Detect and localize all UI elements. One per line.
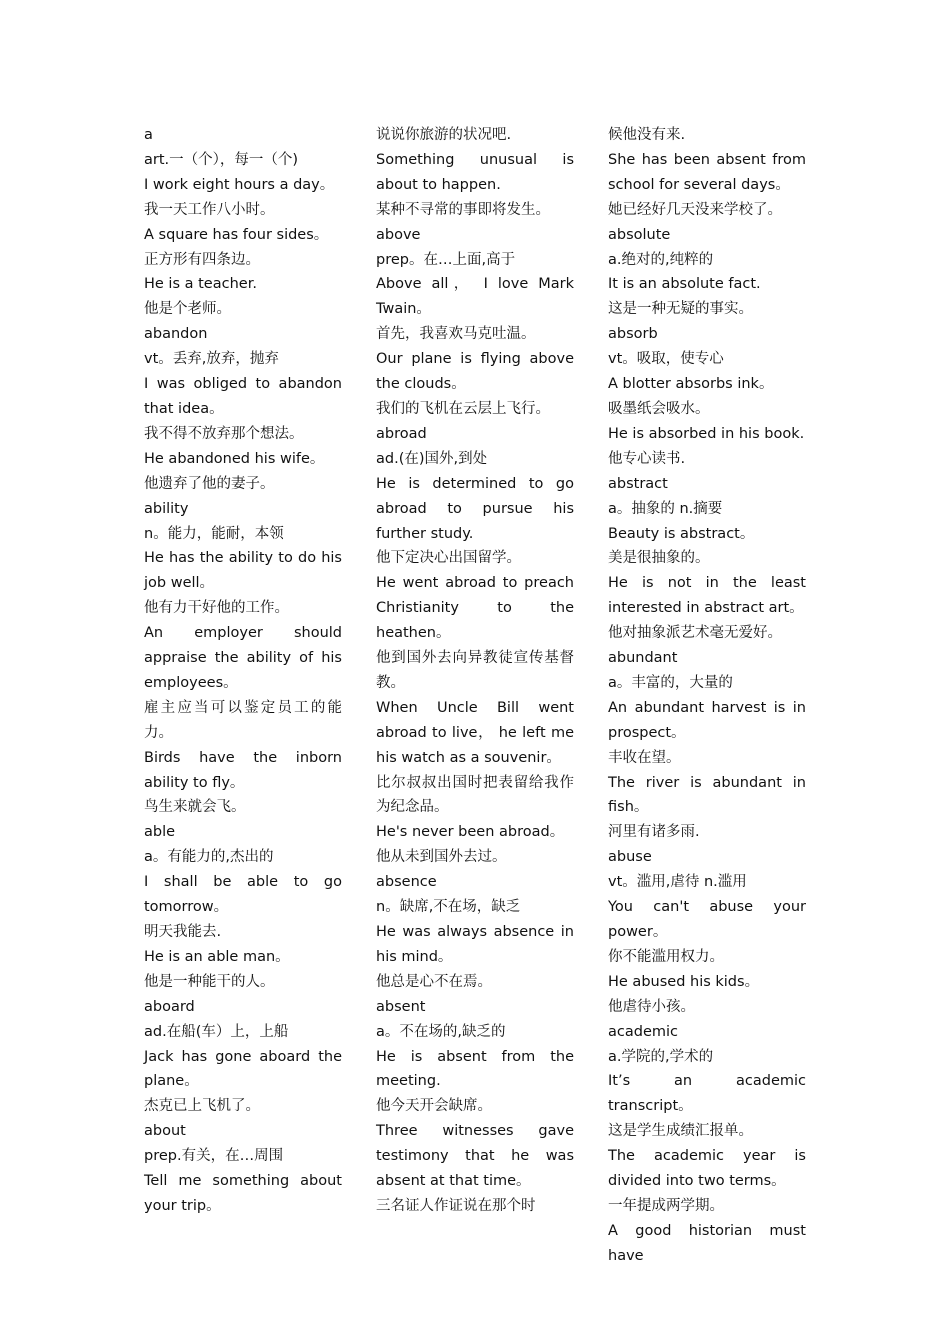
entry-line: a。不在场的,缺乏的 bbox=[376, 1023, 506, 1040]
entry-line: I was obliged to abandon that idea。 bbox=[144, 376, 342, 417]
entry-line: 杰克已上飞机了。 bbox=[144, 1098, 260, 1115]
entry-line: able bbox=[144, 824, 176, 841]
entry-line: prep。在…上面,高于 bbox=[376, 251, 516, 268]
entry-line: 首先，我喜欢马克吐温。 bbox=[376, 326, 536, 343]
entry-line: 他今天开会缺席。 bbox=[376, 1098, 492, 1115]
entry-line: An employer should appraise the ability of his employees。 bbox=[144, 625, 342, 691]
entry-line: 雇主应当可以鉴定员工的能力。 bbox=[144, 699, 342, 741]
entry-line: 她已经好几天没来学校了。 bbox=[608, 201, 782, 218]
entry-line: 我不得不放弃那个想法。 bbox=[144, 425, 304, 442]
entry-line: He was always absence in his mind。 bbox=[376, 924, 574, 965]
text-column-3 bbox=[608, 123, 806, 1269]
entry-line: ad.在船(车）上，上船 bbox=[144, 1023, 289, 1040]
entry-line: absence bbox=[376, 874, 437, 891]
entry-line: 河里有诸多雨. bbox=[608, 824, 700, 841]
entry-line: 他是一种能干的人。 bbox=[144, 973, 275, 990]
entry-line: 他从未到国外去过。 bbox=[376, 849, 507, 866]
entry-line: n。缺席,不在场，缺乏 bbox=[376, 899, 521, 916]
entry-line: abuse bbox=[608, 849, 652, 866]
entry-line: a bbox=[144, 127, 153, 143]
entry-line: 说说你旅游的状况吧. bbox=[376, 127, 512, 143]
entry-line: absolute bbox=[608, 226, 671, 243]
entry-line: He abused his kids。 bbox=[608, 973, 760, 990]
entry-line: vt。丢弃,放弃，抛弃 bbox=[144, 351, 279, 368]
entry-line: a。丰富的，大量的 bbox=[608, 674, 733, 691]
entry-line: 他总是心不在焉。 bbox=[376, 973, 492, 990]
entry-line: He is a teacher. bbox=[144, 276, 257, 293]
entry-line: 他到国外去向异教徒宣传基督教。 bbox=[376, 650, 574, 691]
entry-line: She has been absent from school for several days。 bbox=[608, 151, 806, 193]
entry-line: a。有能力的,杰出的 bbox=[144, 849, 274, 866]
entry-line: Something unusual is about to happen. bbox=[376, 151, 574, 193]
entry-line: It’s an academic transcript。 bbox=[608, 1073, 806, 1115]
entry-line: 正方形有四条边。 bbox=[144, 251, 260, 268]
entry-line: You can't abuse your power。 bbox=[608, 899, 806, 940]
entry-line: 这是学生成绩汇报单。 bbox=[608, 1123, 753, 1140]
entry-line: 他下定决心出国留学。 bbox=[376, 550, 521, 567]
entry-line: vt。吸取，使专心 bbox=[608, 351, 724, 368]
entry-line: 他专心读书. bbox=[608, 450, 686, 467]
entry-line: 比尔叔叔出国时把表留给我作为纪念品。 bbox=[376, 774, 574, 816]
entry-line: vt。滥用,虐待 n.滥用 bbox=[608, 874, 747, 891]
entry-line: When Uncle Bill went abroad to live， he left me his watch as a souvenir。 bbox=[376, 699, 574, 766]
entry-line: 他虐待小孩。 bbox=[608, 998, 695, 1015]
entry-line: It is an absolute fact. bbox=[608, 276, 761, 293]
entry-line: Three witnesses gave testimony that he was absent at that time。 bbox=[376, 1123, 574, 1190]
text-column-2 bbox=[376, 123, 574, 1219]
entry-line: a。抽象的 n.摘要 bbox=[608, 500, 723, 517]
entry-line: A good historian must have bbox=[608, 1222, 806, 1264]
entry-line: A square has four sides。 bbox=[144, 226, 329, 243]
entry-line: aboard bbox=[144, 998, 195, 1015]
entry-line: 鸟生来就会飞。 bbox=[144, 799, 246, 816]
entry-line: 丰收在望。 bbox=[608, 749, 681, 766]
entry-line: ad.(在)国外,到处 bbox=[376, 450, 488, 467]
entry-line: He abandoned his wife。 bbox=[144, 450, 325, 467]
entry-line: 我一天工作八小时。 bbox=[144, 201, 275, 218]
entry-line: He is absorbed in his book. bbox=[608, 425, 805, 442]
entry-line: The river is abundant in fish。 bbox=[608, 774, 806, 816]
entry-line: abroad bbox=[376, 425, 427, 442]
entry-line: academic bbox=[608, 1023, 678, 1040]
entry-line: Birds have the inborn ability to fly。 bbox=[144, 749, 342, 791]
entry-line: 这是一种无疑的事实。 bbox=[608, 301, 753, 318]
entry-line: ability bbox=[144, 500, 189, 517]
entry-line: 某种不寻常的事即将发生。 bbox=[376, 201, 550, 218]
entry-line: abandon bbox=[144, 326, 208, 343]
entry-line: 他对抽象派艺术毫无爱好。 bbox=[608, 625, 782, 642]
entry-line: I work eight hours a day。 bbox=[144, 176, 335, 193]
entry-line: He is absent from the meeting. bbox=[376, 1048, 574, 1090]
entry-line: 你不能滥用权力。 bbox=[608, 948, 724, 965]
entry-line: He has the ability to do his job well。 bbox=[144, 550, 342, 592]
entry-line: 三名证人作证说在那个时 bbox=[376, 1197, 536, 1214]
entry-line: Above all， I love Mark Twain。 bbox=[376, 276, 574, 318]
entry-line: 候他没有来. bbox=[608, 127, 686, 143]
entry-line: 一年提成两学期。 bbox=[608, 1197, 724, 1214]
entry-line: Our plane is flying above the clouds。 bbox=[376, 351, 574, 393]
entry-line: art.一（个），每一（个) bbox=[144, 151, 299, 168]
entry-line: Beauty is abstract。 bbox=[608, 525, 755, 542]
entry-line: prep.有关，在…周围 bbox=[144, 1148, 284, 1165]
entry-line: absorb bbox=[608, 326, 658, 343]
entry-line: 我们的飞机在云层上飞行。 bbox=[376, 400, 550, 417]
entry-line: 吸墨纸会吸水。 bbox=[608, 400, 710, 417]
entry-line: He is determined to go abroad to pursue his further study. bbox=[376, 475, 574, 542]
text-column-1 bbox=[144, 123, 342, 1219]
entry-line: 他有力干好他的工作。 bbox=[144, 600, 289, 617]
entry-line: abundant bbox=[608, 650, 678, 667]
entry-line: 明天我能去. bbox=[144, 924, 222, 940]
entry-line: 他遗弃了他的妻子。 bbox=[144, 475, 275, 492]
entry-line: A blotter absorbs ink。 bbox=[608, 376, 774, 393]
entry-line: a.学院的,学术的 bbox=[608, 1048, 714, 1065]
entry-line: He is not in the least interested in abstract art。 bbox=[608, 575, 806, 617]
entry-line: Tell me something about your trip。 bbox=[144, 1173, 342, 1214]
entry-line: He is an able man。 bbox=[144, 948, 290, 965]
entry-line: a.绝对的,纯粹的 bbox=[608, 251, 714, 268]
entry-line: abstract bbox=[608, 475, 668, 492]
entry-line: He's never been abroad。 bbox=[376, 824, 565, 841]
entry-line: absent bbox=[376, 998, 426, 1015]
entry-line: An abundant harvest is in prospect。 bbox=[608, 699, 806, 741]
entry-line: about bbox=[144, 1123, 186, 1140]
entry-line: 他是个老师。 bbox=[144, 301, 231, 318]
entry-line: I shall be able to go tomorrow。 bbox=[144, 874, 342, 916]
entry-line: above bbox=[376, 226, 421, 243]
entry-line: n。能力，能耐，本领 bbox=[144, 525, 284, 542]
entry-line: Jack has gone aboard the plane。 bbox=[144, 1048, 342, 1090]
entry-line: He went abroad to preach Christianity to the heathen。 bbox=[376, 575, 574, 642]
entry-line: The academic year is divided into two terms。 bbox=[608, 1148, 806, 1190]
entry-line: 美是很抽象的。 bbox=[608, 550, 710, 567]
